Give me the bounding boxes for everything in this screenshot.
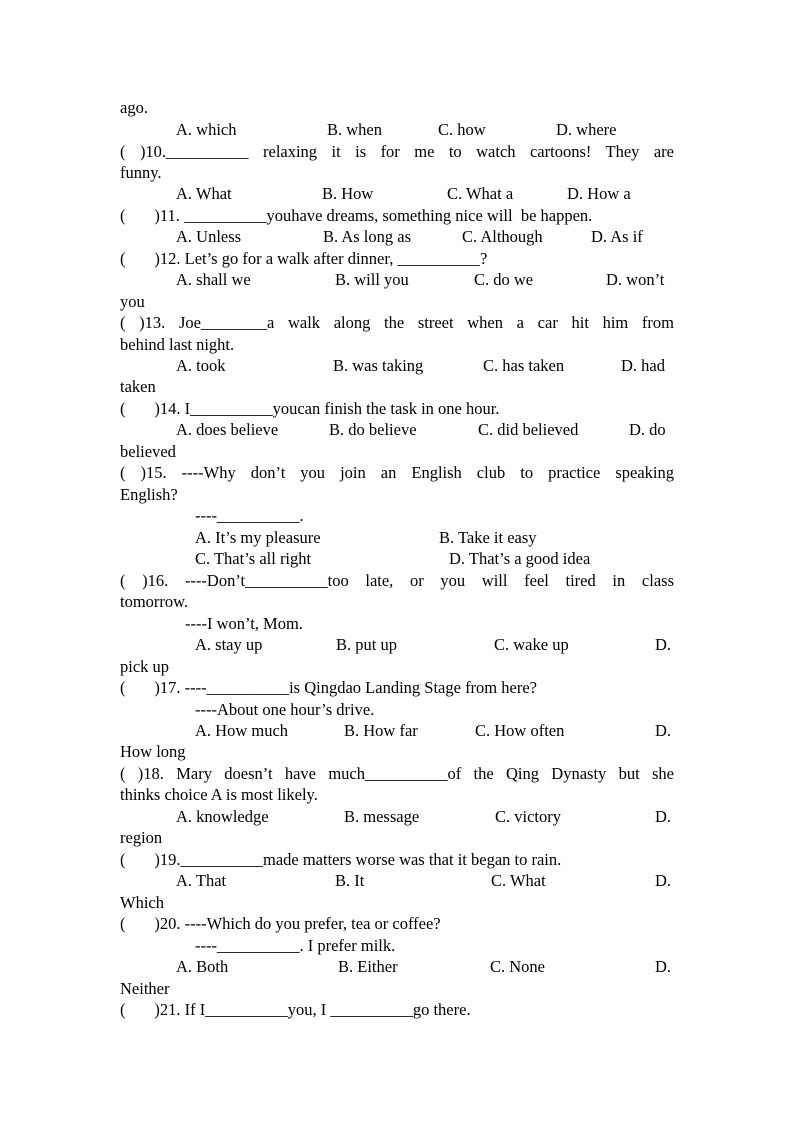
q12-stem: ( )12. Let’s go for a walk after dinner, __________?: [120, 249, 488, 268]
q13-stem-wrap: behind last night.: [120, 335, 235, 354]
q20-option-c: C. None: [490, 957, 545, 976]
q10-option-d: D. How a: [567, 184, 631, 203]
q14-option-a: A. does believe: [176, 420, 279, 439]
q19-option-c: C. What: [491, 871, 546, 890]
q11-option-c: C. Although: [462, 227, 543, 246]
q11-option-b: B. As long as: [323, 227, 412, 246]
q11-option-a: A. Unless: [176, 227, 242, 246]
q14-option-d-wrap: believed: [120, 442, 176, 461]
q18-option-d: D.: [655, 807, 672, 826]
q20-option-a: A. Both: [176, 957, 229, 976]
q10-stem-wrap: funny.: [120, 163, 162, 182]
q14-option-c: C. did believed: [478, 420, 579, 439]
q10-option-b: B. How: [322, 184, 374, 203]
q18-option-d-wrap: region: [120, 828, 163, 847]
q18-option-a: A. knowledge: [176, 807, 269, 826]
q13-option-d: D. had: [621, 356, 665, 375]
q12-option-b: B. will you: [335, 270, 409, 289]
q15-stem: ( )15. ----Why don’t you join an English club to practice speaking: [120, 463, 674, 482]
q9-option-a: A. which: [176, 120, 237, 139]
q19-option-b: B. It: [335, 871, 365, 890]
q19-option-d: D.: [655, 871, 672, 890]
q20-stem: ( )20. ----Which do you prefer, tea or coffee?: [120, 914, 441, 933]
q17-option-b: B. How far: [344, 721, 418, 740]
q14-stem: ( )14. I__________youcan finish the task in one hour.: [120, 399, 500, 418]
q16-option-a: A. stay up: [195, 635, 263, 654]
q15-answer-line: ----__________.: [195, 506, 304, 525]
q19-option-a: A. That: [176, 871, 227, 890]
q20-option-d-wrap: Neither: [120, 979, 170, 998]
q13-option-a: A. took: [176, 356, 226, 375]
q17-stem: ( )17. ----__________is Qingdao Landing Stage from here?: [120, 678, 537, 697]
q15-option-d: D. That’s a good idea: [449, 549, 591, 568]
q13-option-d-wrap: taken: [120, 377, 156, 396]
q15-stem-wrap: English?: [120, 485, 178, 504]
q18-option-c: C. victory: [495, 807, 561, 826]
q20-answer-line: ----__________. I prefer milk.: [195, 936, 396, 955]
q9-continuation: ago.: [120, 98, 148, 117]
q10-stem: ( )10.__________ relaxing it is for me to watch cartoons! They are: [120, 142, 674, 161]
q18-stem: ( )18. Mary doesn’t have much__________of the Qing Dynasty but she: [120, 764, 674, 783]
q16-option-d-wrap: pick up: [120, 657, 170, 676]
q9-option-d: D. where: [556, 120, 617, 139]
q12-option-c: C. do we: [474, 270, 534, 289]
q13-stem: ( )13. Joe________a walk along the street when a car hit him from: [120, 313, 674, 332]
q13-option-c: C. has taken: [483, 356, 565, 375]
q17-option-d-wrap: How long: [120, 742, 186, 761]
q16-option-c: C. wake up: [494, 635, 569, 654]
q12-option-d-wrap: you: [120, 292, 145, 311]
q18-stem-wrap: thinks choice A is most likely.: [120, 785, 318, 804]
q15-option-a: A. It’s my pleasure: [195, 528, 321, 547]
q17-option-c: C. How often: [475, 721, 565, 740]
q11-stem: ( )11. __________youhave dreams, something nice will be happen.: [120, 206, 593, 225]
q9-option-c: C. how: [438, 120, 486, 139]
q16-answer-line: ----I won’t, Mom.: [185, 614, 303, 633]
q19-stem: ( )19.__________made matters worse was that it began to rain.: [120, 850, 562, 869]
q9-option-b: B. when: [327, 120, 382, 139]
q14-option-b: B. do believe: [329, 420, 417, 439]
q12-option-d: D. won’t: [606, 270, 665, 289]
q21-stem: ( )21. If I__________you, I __________go there.: [120, 1000, 471, 1019]
q15-option-c: C. That’s all right: [195, 549, 312, 568]
q11-option-d: D. As if: [591, 227, 643, 246]
q16-stem-wrap: tomorrow.: [120, 592, 189, 611]
q10-option-a: A. What: [176, 184, 232, 203]
q17-option-d: D.: [655, 721, 672, 740]
q20-option-d: D.: [655, 957, 672, 976]
q14-option-d: D. do: [629, 420, 666, 439]
q16-option-d: D.: [655, 635, 672, 654]
q17-option-a: A. How much: [195, 721, 289, 740]
q10-option-c: C. What a: [447, 184, 514, 203]
q20-option-b: B. Either: [338, 957, 398, 976]
q19-option-d-wrap: Which: [120, 893, 164, 912]
q12-option-a: A. shall we: [176, 270, 251, 289]
q16-option-b: B. put up: [336, 635, 397, 654]
q17-answer-line: ----About one hour’s drive.: [195, 700, 375, 719]
q13-option-b: B. was taking: [333, 356, 424, 375]
q18-option-b: B. message: [344, 807, 420, 826]
q15-option-b: B. Take it easy: [439, 528, 537, 547]
q16-stem: ( )16. ----Don’t__________too late, or you will feel tired in class: [120, 571, 674, 590]
